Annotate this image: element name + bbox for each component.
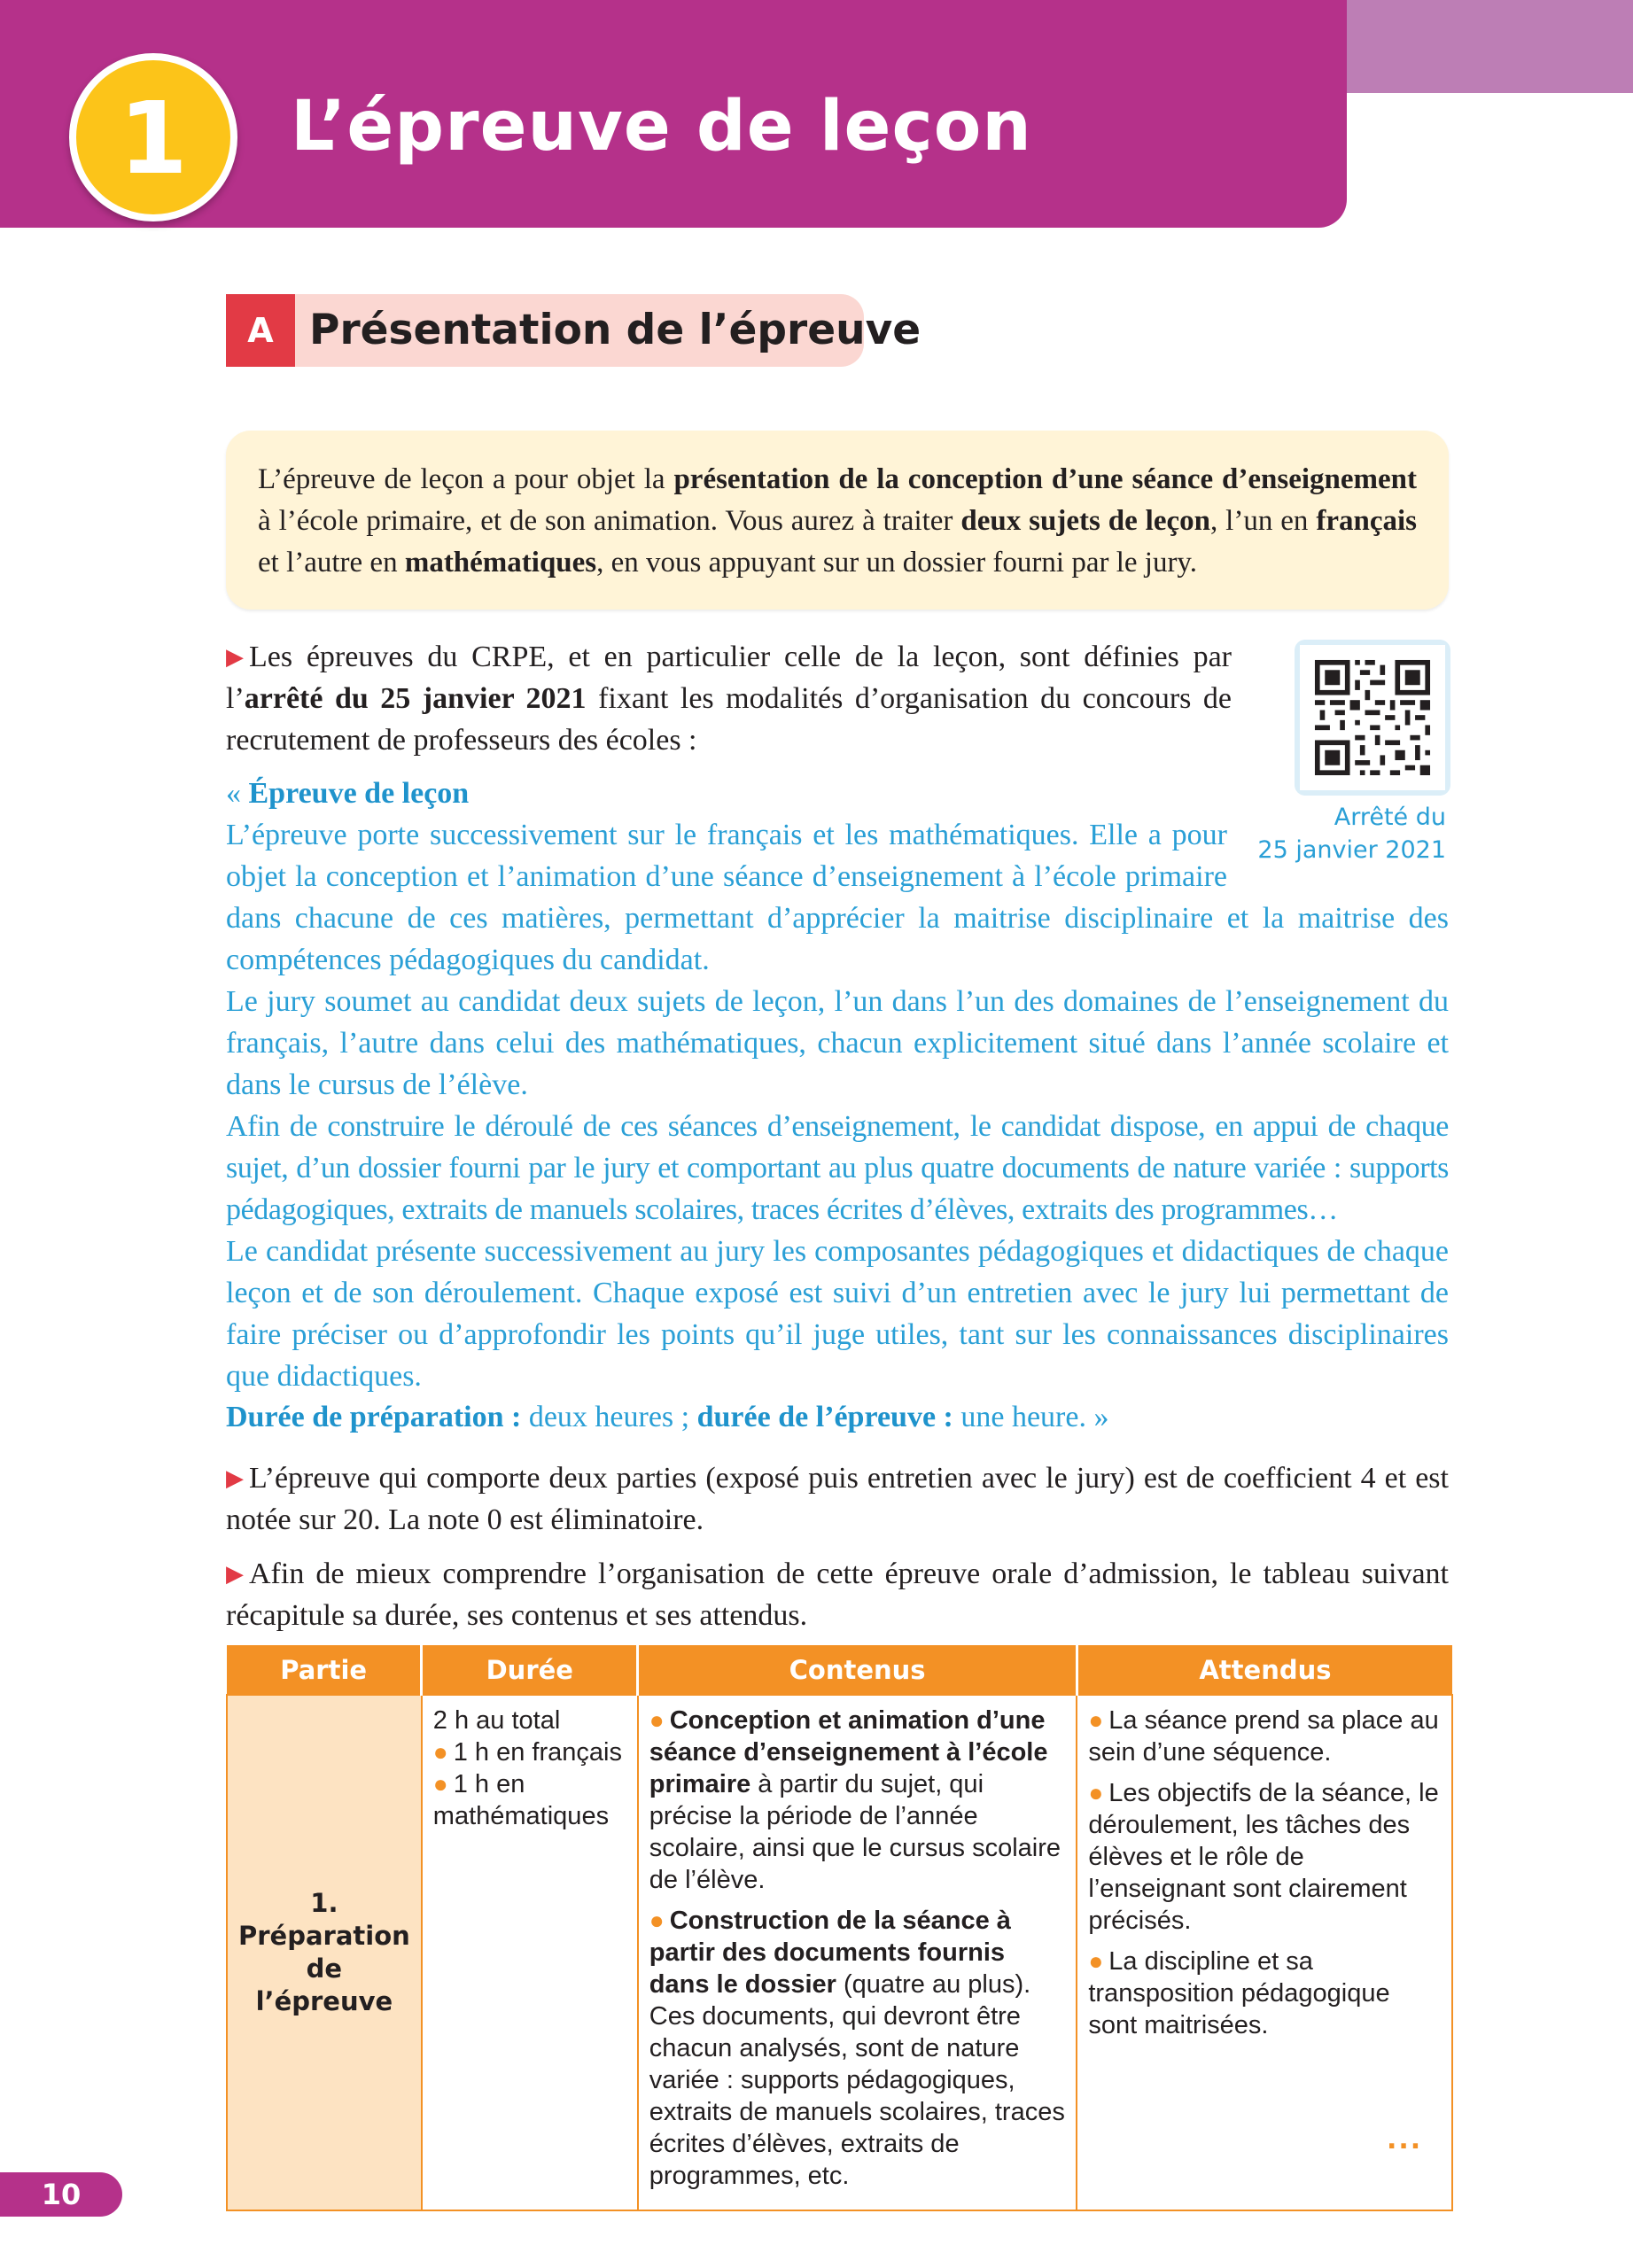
duree-total: 2 h au total <box>432 1706 561 1735</box>
header-tab <box>1347 0 1633 93</box>
section-title: Présentation de l’épreuve <box>309 306 921 354</box>
intro-bold: français <box>1316 505 1417 537</box>
contenus-item <box>649 1705 1066 1896</box>
duree-item <box>433 1768 626 1832</box>
duree-item <box>433 1736 626 1768</box>
bullet-arrow-icon: ▶ <box>226 644 244 670</box>
bullet-dot-icon: ● <box>1088 1706 1104 1734</box>
duree-item-text: 1 h en mathématiques <box>432 1770 610 1830</box>
quote-paragraph-text: L’épreuve porte successivement sur le français et les mathématiques. Elle a pour objet la conception et l’animation d’une séance d’enseignement à l’école primaire dans chacune de ces matières, permettant d’apprécier la maitrise disciplinaire et la maitrise des compétences pédagogiques du candidat. <box>226 819 1449 976</box>
quote-paragraph-4: Le candidat présente successivement au jury les composantes pédagogiques et didactiques de chaque leçon et de son déroulement. Chaque exposé est suivi d’un entretien avec le jury lui permettant de faire préciser ou d’approfondir les points qu’il juge utiles, tant sur les connaissances disciplinaires que didactiques. <box>226 1235 1449 1393</box>
contenus-item-bold: Conception et animation d’une séance d’enseignement à l’école primaire <box>649 1706 1048 1798</box>
column-header: Durée <box>422 1645 638 1695</box>
bullet-arrow-icon: ▶ <box>226 1561 244 1587</box>
bullet-dot-icon: ● <box>1088 1779 1104 1806</box>
duration-label: durée de l’épreuve : <box>696 1401 953 1433</box>
contenus-item-text: (quatre au plus). Ces documents, qui devront être chacun analysés, sont de nature variée : supports pédagogiques, extraits de manuels scolaires, traces écrites d’élèves, extraits de programmes, etc. <box>649 1970 1065 2190</box>
bullet-dot-icon: ● <box>432 1738 448 1766</box>
intro-text: L’épreuve de leçon a pour objet la <box>258 463 674 495</box>
chapter-number: 1 <box>119 82 188 197</box>
partie-cell: 1. Préparation de l’épreuve <box>227 1695 422 2210</box>
quote-title: Épreuve de leçon <box>248 777 470 810</box>
coefficient-paragraph <box>226 1457 1449 1541</box>
section-letter: A <box>226 294 295 367</box>
intro-bold: présentation de la conception d’une séance d’enseignement <box>673 463 1417 495</box>
contenus-item-text: à partir du sujet, qui précise la période de l’année scolaire, ainsi que le cursus scolaire de l’élève. <box>649 1770 1061 1894</box>
quote-durations <box>226 1396 1449 1438</box>
prep-value: deux heures ; <box>521 1401 697 1433</box>
duration-value: une heure. » <box>953 1401 1109 1433</box>
attendus-item <box>1088 1705 1441 1768</box>
table-row <box>227 1695 1452 2210</box>
attendus-item-text: La discipline et sa transposition pédagogique sont maitrisées. <box>1088 1947 1390 2039</box>
bullet-dot-icon: ● <box>1088 1947 1104 1975</box>
bullet-dot-icon: ● <box>432 1770 448 1798</box>
bullet-arrow-icon: ▶ <box>226 1465 244 1491</box>
quote-layout-spacer <box>1227 814 1449 897</box>
prep-label: Durée de préparation : <box>226 1401 522 1433</box>
intro-text: , l’un en <box>1209 505 1317 537</box>
section-heading <box>226 294 921 367</box>
chapter-number-badge <box>69 53 237 221</box>
qr-caption-line: Arrêté du <box>1334 804 1446 831</box>
duree-item-text: 1 h en français <box>453 1738 622 1767</box>
attendus-item-text: La séance prend sa place au sein d’une séquence. <box>1088 1706 1439 1767</box>
attendus-item <box>1088 1777 1441 1937</box>
qr-caption-line: 25 janvier 2021 <box>1257 836 1446 864</box>
contenus-item-bold: Construction de la séance à partir des documents fournis dans le dossier <box>649 1907 1011 1999</box>
intro-text: à l’école primaire, et de son animation. Vous aurez à traiter <box>258 505 961 537</box>
decree-text: fixant les modalités d’organisation du concours de recrutement de professeurs des écoles : <box>226 682 1232 757</box>
contenus-cell <box>638 1695 1077 2210</box>
qr-code-frame[interactable] <box>1300 645 1445 790</box>
intro-bold: deux sujets de leçon <box>960 505 1210 537</box>
qr-code-icon <box>1300 645 1445 790</box>
contenus-item <box>649 1905 1066 2192</box>
intro-text: , en vous appuyant sur un dossier fourni par le jury. <box>596 547 1198 579</box>
decree-text: Les épreuves du CRPE, et en particulier celle de la leçon, sont définies par l’ <box>226 641 1232 715</box>
quote-paragraph-3: Afin de construire le déroulé de ces séances d’enseignement, le candidat dispose, en appui de chaque sujet, d’un dossier fourni par le jury et comportant au plus quatre documents de nature variée : supports pédagogiques, extraits de manuels scolaires, traces écrites d’élèves, extraits des programmes… <box>226 1110 1449 1226</box>
table-intro-text: Afin de mieux comprendre l’organisation de cette épreuve orale d’admission, le tableau suivant récapitule sa durée, ses contenus et ses attendus. <box>226 1557 1449 1632</box>
page-number: 10 <box>0 2172 122 2217</box>
quote-heading <box>226 773 1227 814</box>
column-header: Contenus <box>638 1645 1077 1695</box>
quote-paragraph-2: Le jury soumet au candidat deux sujets de leçon, l’un dans l’un des domaines de l’enseignement du français, l’autre dans celui des mathématiques, chacun explicitement situé dans l’année scolaire et dans le cursus de l’élève. <box>226 985 1449 1101</box>
quote-open: « <box>226 777 249 810</box>
column-header: Attendus <box>1077 1645 1452 1695</box>
attendus-item <box>1088 1946 1441 2041</box>
intro-box <box>226 431 1449 610</box>
recap-table <box>226 1645 1453 2211</box>
intro-bold: mathématiques <box>404 547 597 579</box>
coefficient-text: L’épreuve qui comporte deux parties (exposé puis entretien avec le jury) est de coefficient 4 et est notée sur 20. La note 0 est éliminatoire. <box>226 1462 1449 1536</box>
table-intro-paragraph <box>226 1553 1449 1636</box>
bullet-dot-icon: ● <box>649 1907 665 1934</box>
chapter-title: L’épreuve de leçon <box>291 87 1032 167</box>
column-header: Partie <box>227 1645 422 1695</box>
duree-cell <box>422 1695 638 2210</box>
table-continuation-marker: ... <box>1387 2124 1423 2155</box>
table-header-row <box>227 1645 1452 1695</box>
decree-intro-paragraph <box>226 636 1232 761</box>
bullet-dot-icon: ● <box>649 1706 665 1734</box>
attendus-item-text: Les objectifs de la séance, le déroulement, les tâches des élèves et le rôle de l’enseignant sont clairement précisés. <box>1088 1779 1439 1935</box>
intro-text: et l’autre en <box>258 547 405 579</box>
decree-date: arrêté du 25 janvier 2021 <box>244 682 587 715</box>
quote-body <box>226 814 1449 981</box>
